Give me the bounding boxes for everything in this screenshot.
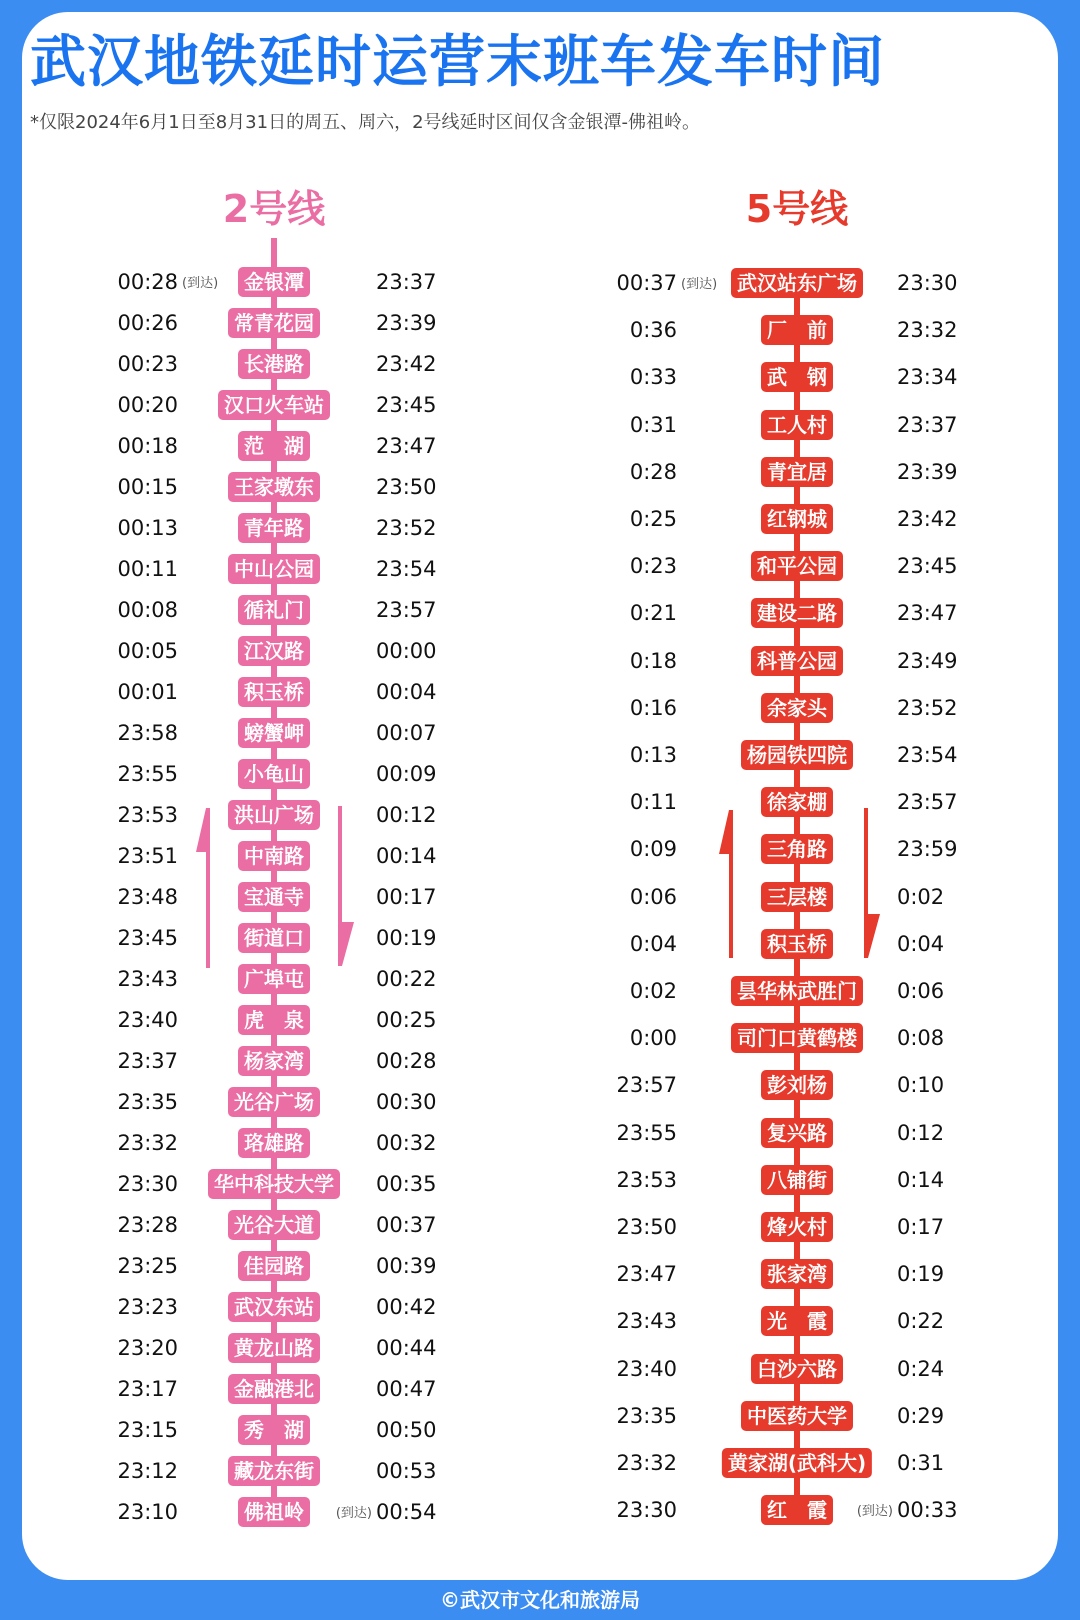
station-name: 常青花园 (228, 308, 320, 338)
station-name: 小龟山 (238, 759, 310, 789)
departure-time-left: 23:51 (117, 844, 178, 868)
station-name: 徐家棚 (761, 787, 833, 817)
station-name: 范 湖 (238, 431, 310, 461)
station-name: 藏龙东街 (228, 1456, 320, 1486)
departure-time-left: 0:25 (629, 507, 677, 531)
departure-time-left: 23:28 (117, 1213, 178, 1237)
station-name: 青年路 (238, 513, 310, 543)
departure-time-right: 23:47 (376, 434, 437, 458)
departure-time-right: 23:42 (897, 507, 958, 531)
departure-time-right: 00:04 (376, 680, 437, 704)
station-name: 青宜居 (761, 457, 833, 487)
departure-time-right: 00:33 (897, 1498, 958, 1523)
departure-time-left: 23:43 (616, 1309, 677, 1334)
departure-time-right: 00:25 (376, 1008, 437, 1032)
departure-time-left: 23:15 (117, 1418, 178, 1442)
departure-time-left: 0:04 (629, 931, 677, 956)
departure-time-right: 00:09 (376, 762, 437, 786)
departure-time-right: 23:39 (376, 311, 437, 335)
departure-time-right: 23:59 (897, 837, 958, 862)
departure-time-left: 23:58 (117, 721, 178, 745)
copyright-footer: ©武汉市文化和旅游局 (440, 1588, 640, 1612)
station-name: 烽火村 (761, 1212, 833, 1242)
departure-time-right: 0:24 (897, 1356, 945, 1381)
departure-time-left: 23:37 (117, 1049, 178, 1073)
station-name: 光 霞 (761, 1306, 833, 1336)
departure-time-left: 0:23 (629, 554, 677, 579)
departure-time-left: 23:30 (616, 1498, 677, 1523)
station-name: 工人村 (761, 410, 833, 440)
departure-time-left: 23:23 (117, 1295, 178, 1319)
departure-time-right: 0:17 (897, 1215, 945, 1239)
departure-time-right: 23:32 (897, 318, 958, 343)
departure-time-left: 23:35 (616, 1403, 677, 1428)
departure-time-right: 00:50 (376, 1418, 437, 1442)
station-name: 八铺街 (761, 1165, 833, 1195)
station-name: 街道口 (238, 923, 310, 953)
departure-time-right: 0:22 (897, 1309, 945, 1334)
station-name: 金融港北 (228, 1374, 320, 1404)
departure-time-left: 0:02 (629, 979, 677, 1003)
departure-time-right: 23:52 (897, 695, 958, 720)
departure-time-left: 23:32 (117, 1131, 178, 1155)
departure-time-left: 23:35 (117, 1090, 178, 1114)
departure-time-left: 00:05 (117, 639, 178, 663)
departure-time-right: 00:30 (376, 1090, 437, 1114)
departure-time-right: 0:29 (897, 1403, 945, 1428)
station-name: 王家墩东 (228, 472, 320, 502)
departure-time-right: 23:49 (897, 648, 958, 673)
departure-time-left: 0:09 (629, 837, 677, 862)
departure-time-right: 00:35 (376, 1172, 437, 1196)
departure-time-left: 23:55 (117, 762, 178, 786)
line2-up-arrow-icon (196, 808, 210, 968)
departure-time-right: 23:54 (897, 743, 958, 767)
station-name: 三角路 (761, 834, 833, 864)
departure-time-left: 0:31 (629, 412, 677, 437)
departure-time-left: 23:32 (616, 1451, 677, 1475)
station-name: 三层楼 (761, 882, 833, 912)
departure-time-left: 23:40 (117, 1008, 178, 1032)
station-name: 佛祖岭 (238, 1497, 310, 1527)
station-name: 积玉桥 (761, 929, 833, 959)
station-name: 秀 湖 (238, 1415, 310, 1445)
departure-time-left: 00:15 (117, 475, 178, 499)
departure-time-right: 00:28 (376, 1049, 437, 1073)
departure-time-left: 00:08 (117, 598, 178, 622)
departure-time-right: 0:19 (897, 1262, 945, 1287)
station-name: 汉口火车站 (218, 390, 330, 420)
station-name: 建设二路 (751, 598, 843, 628)
departure-time-right: 23:37 (897, 412, 958, 437)
departure-time-right: 0:10 (897, 1073, 945, 1098)
departure-time-right: 23:42 (376, 352, 437, 376)
station-name: 厂 前 (761, 315, 833, 345)
departure-time-left: 23:10 (117, 1500, 178, 1524)
departure-time-right: 23:50 (376, 475, 437, 499)
station-name: 螃蟹岬 (238, 718, 310, 748)
station-name: 洪山广场 (228, 800, 320, 830)
station-name: 司门口黄鹤楼 (731, 1023, 863, 1053)
departure-time-right: 0:08 (897, 1026, 945, 1051)
departure-time-left: 0:11 (629, 790, 677, 815)
station-name: 张家湾 (761, 1259, 833, 1289)
departure-time-right: 23:45 (376, 393, 437, 417)
departure-time-right: 00:22 (376, 967, 437, 991)
departure-time-right: 23:57 (897, 790, 958, 815)
departure-time-left: 00:18 (117, 434, 178, 458)
arrival-label: (到达) (182, 276, 219, 291)
station-name: 黄龙山路 (228, 1333, 320, 1363)
departure-time-right: 0:06 (897, 979, 945, 1003)
departure-time-left: 23:50 (616, 1215, 677, 1239)
departure-time-left: 00:13 (117, 516, 178, 540)
page-title: 武汉地铁延时运营末班车发车时间 (30, 30, 885, 95)
arrival-label: (到达) (856, 1504, 893, 1520)
station-name: 积玉桥 (238, 677, 310, 707)
line2-down-arrow-icon (338, 806, 354, 966)
departure-time-left: 00:01 (117, 680, 178, 704)
departure-time-right: 00:54 (376, 1500, 437, 1524)
service-note: *仅限2024年6月1日至8月31日的周五、周六，2号线延时区间仅含金银潭-佛祖岭。 (30, 112, 701, 133)
departure-time-left: 23:25 (117, 1254, 178, 1278)
station-name: 武汉东站 (228, 1292, 320, 1322)
departure-time-left: 23:47 (616, 1262, 677, 1287)
departure-time-right: 00:12 (376, 803, 437, 827)
departure-time-left: 00:23 (117, 352, 178, 376)
departure-time-right: 23:39 (897, 459, 958, 484)
station-name: 中山公园 (228, 554, 320, 584)
station-name: 宝通寺 (238, 882, 310, 912)
station-name: 红钢城 (761, 504, 833, 534)
station-name: 光谷广场 (228, 1087, 320, 1117)
departure-time-right: 23:57 (376, 598, 437, 622)
station-name: 和平公园 (751, 551, 843, 581)
departure-time-right: 23:52 (376, 516, 437, 540)
station-name: 武汉站东广场 (731, 268, 863, 298)
station-name: 江汉路 (238, 636, 310, 666)
departure-time-right: 0:31 (897, 1451, 945, 1475)
departure-time-left: 0:21 (629, 601, 677, 626)
line5-down-arrow-icon (864, 808, 880, 958)
departure-time-right: 00:14 (376, 844, 437, 868)
departure-time-left: 23:53 (616, 1167, 677, 1192)
departure-time-right: 23:34 (897, 365, 958, 390)
departure-time-left: 23:48 (117, 885, 178, 909)
station-name: 金银潭 (238, 267, 310, 297)
departure-time-left: 23:30 (117, 1172, 178, 1196)
departure-time-left: 00:20 (117, 393, 178, 417)
station-name: 杨家湾 (238, 1046, 310, 1076)
station-name: 彭刘杨 (761, 1070, 833, 1100)
station-name: 广埠屯 (238, 964, 310, 994)
departure-time-right: 00:42 (376, 1295, 437, 1319)
station-name: 昙华林武胜门 (731, 976, 863, 1006)
station-name: 余家头 (761, 693, 833, 723)
station-name: 虎 泉 (238, 1005, 310, 1035)
departure-time-right: 00:53 (376, 1459, 437, 1483)
departure-time-left: 0:06 (629, 884, 677, 909)
station-name: 武 钢 (761, 362, 833, 392)
departure-time-right: 23:54 (376, 557, 437, 581)
departure-time-left: 0:16 (629, 695, 677, 720)
departure-time-left: 0:18 (629, 648, 677, 673)
departure-time-left: 23:57 (616, 1073, 677, 1098)
departure-time-right: 0:02 (897, 884, 945, 909)
departure-time-left: 0:33 (629, 365, 677, 390)
departure-time-right: 00:47 (376, 1377, 437, 1401)
station-name: 中南路 (238, 841, 310, 871)
departure-time-left: 23:43 (117, 967, 178, 991)
station-name: 华中科技大学 (208, 1169, 340, 1199)
station-name: 复兴路 (761, 1118, 833, 1148)
departure-time-right: 23:47 (897, 601, 958, 626)
departure-time-left: 23:20 (117, 1336, 178, 1360)
departure-time-right: 00:17 (376, 885, 437, 909)
line5-title: 5号线 (745, 187, 849, 231)
departure-time-left: 23:12 (117, 1459, 178, 1483)
departure-time-right: 00:00 (376, 639, 437, 663)
departure-time-right: 00:44 (376, 1336, 437, 1360)
departure-time-right: 00:19 (376, 926, 437, 950)
station-name: 科普公园 (751, 646, 843, 676)
departure-time-right: 23:45 (897, 554, 958, 579)
departure-time-left: 23:53 (117, 803, 178, 827)
departure-time-right: 23:30 (897, 271, 958, 295)
line5-up-arrow-icon (719, 810, 733, 958)
departure-time-left: 0:36 (629, 318, 677, 343)
departure-time-right: 0:14 (897, 1167, 945, 1192)
station-name: 光谷大道 (228, 1210, 320, 1240)
departure-time-right: 00:39 (376, 1254, 437, 1278)
station-name: 珞雄路 (238, 1128, 310, 1158)
departure-time-left: 00:11 (117, 557, 178, 581)
departure-time-left: 0:28 (629, 459, 677, 484)
departure-time-right: 00:37 (376, 1213, 437, 1237)
station-name: 佳园路 (238, 1251, 310, 1281)
station-name: 杨园铁四院 (741, 740, 853, 770)
line2-title: 2号线 (222, 187, 326, 231)
departure-time-right: 0:04 (897, 931, 945, 956)
departure-time-right: 23:37 (376, 270, 437, 294)
arrival-label: (到达) (335, 1506, 372, 1521)
departure-time-left: 00:28 (117, 270, 178, 294)
departure-time-right: 00:07 (376, 721, 437, 745)
arrival-label: (到达) (681, 277, 718, 292)
departure-time-right: 0:12 (897, 1120, 945, 1145)
station-name: 白沙六路 (751, 1354, 843, 1384)
departure-time-left: 23:55 (616, 1120, 677, 1145)
departure-time-left: 00:37 (616, 271, 677, 295)
departure-time-right: 00:32 (376, 1131, 437, 1155)
station-name: 长港路 (238, 349, 310, 379)
departure-time-left: 23:40 (616, 1356, 677, 1381)
departure-time-left: 00:26 (117, 311, 178, 335)
station-name: 中医药大学 (741, 1401, 853, 1431)
station-name: 循礼门 (238, 595, 310, 625)
departure-time-left: 0:13 (629, 743, 677, 767)
departure-time-left: 0:00 (629, 1026, 677, 1051)
station-name: 红 霞 (761, 1495, 833, 1525)
departure-time-left: 23:45 (117, 926, 178, 950)
station-name: 黄家湖(武科大) (722, 1448, 872, 1478)
departure-time-left: 23:17 (117, 1377, 178, 1401)
